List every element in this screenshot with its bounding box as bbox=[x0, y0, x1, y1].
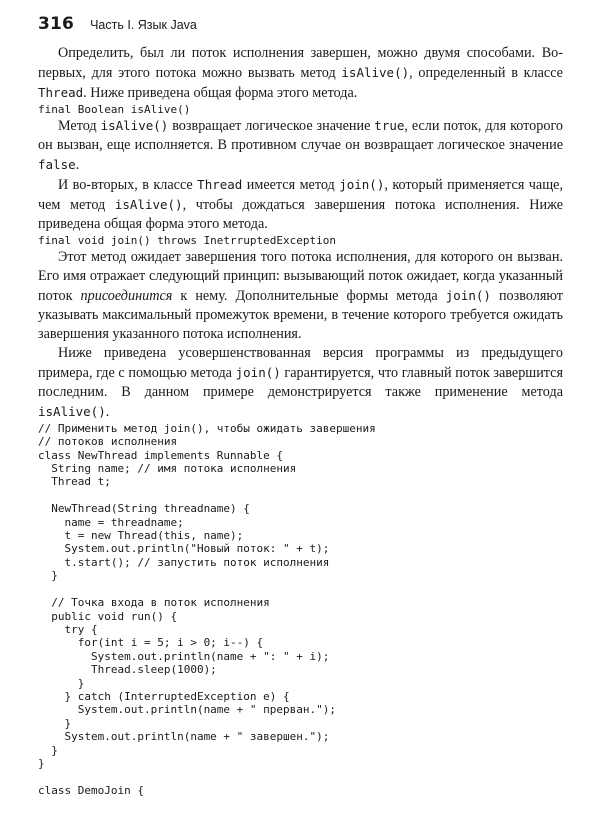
text: к нему. Дополнительные формы метода bbox=[172, 287, 446, 304]
running-head: Часть I. Язык Java bbox=[90, 18, 197, 32]
paragraph-join-intro bbox=[38, 175, 563, 234]
inline-code: Thread bbox=[38, 85, 84, 100]
text: гарантируется, что главный поток завершится последним. В данном примере демонстрируется также применение метода bbox=[38, 364, 564, 400]
inline-code: join() bbox=[339, 177, 385, 193]
text: , если поток, для которого он вызван, еще исполняется. В противном случае он возвращает логическое значение bbox=[38, 118, 564, 154]
text: Ниже приведена усовершенствованная версия программы из предыдущего примера, где с помощью метода bbox=[38, 344, 563, 381]
text: Определить, был ли поток исполнения завершен, можно двумя способами. Во-первых, для этого потока можно вызвать метод bbox=[38, 45, 563, 81]
text: . bbox=[75, 157, 80, 174]
inline-code: join() bbox=[235, 364, 281, 380]
inline-code: isAlive() bbox=[341, 65, 410, 80]
inline-code: Thread bbox=[197, 177, 243, 193]
paragraph-join-description bbox=[38, 248, 563, 344]
text: , определенный в классе bbox=[409, 65, 563, 81]
text: И во-вторых, в классе bbox=[58, 177, 198, 194]
inline-code: join() bbox=[445, 287, 491, 303]
text: . Ниже приведена общая форма этого метода. bbox=[83, 85, 358, 101]
text: Этот метод ожидает завершения того потока исполнения, для которого он вызван. Его имя отражает следующий принцип: вызывающий поток ожидает, когда указанный поток bbox=[38, 248, 563, 304]
inline-code: isAlive() bbox=[114, 197, 183, 213]
inline-code: isAlive() bbox=[100, 118, 169, 134]
text: , чтобы дождаться завершения потока исполнения. Ниже приведена общая форма этого метода. bbox=[38, 197, 563, 233]
page-header bbox=[38, 14, 197, 38]
signature-join: final void join() throws InetrruptedException bbox=[38, 234, 337, 248]
inline-code: isAlive() bbox=[38, 403, 106, 419]
emphasis: присоединится bbox=[80, 287, 173, 304]
paragraph-example-intro bbox=[38, 344, 563, 422]
text: Метод bbox=[58, 118, 101, 135]
code-listing: // Применить метод join(), чтобы ожидать завершения // потоков исполнения class NewThread implements Runnable { String name; // имя потока исполнения Thread t; NewThread(String threadname) { name = threadname; t = new Thread(this, name); System.out.println("Новый поток: " + t); t.start(); // запустить поток исполнения } // Точка входа в поток исполнения public void run() { try { for(int i = 5; i > 0; i--) { System.out.println(name + ": " + i); Thread.sleep(1000); } } catch (InterruptedException e) { System.out.println(name + " прерван."); } System.out.println(name + " завершен."); } } class DemoJoin { bbox=[38, 421, 376, 797]
text: возвращает логическое значение bbox=[168, 118, 375, 135]
inline-code: false bbox=[38, 157, 76, 173]
text: , который применяется чаще, чем метод bbox=[38, 177, 563, 214]
paragraph-isalive-return bbox=[38, 116, 563, 175]
paragraph-isalive-intro bbox=[38, 44, 563, 103]
page-content bbox=[38, 44, 563, 797]
text: . bbox=[105, 403, 110, 420]
page-number: 316 bbox=[38, 14, 75, 34]
text: имеется метод bbox=[242, 177, 340, 194]
inline-code: true bbox=[374, 118, 405, 134]
signature-isalive: final Boolean isAlive() bbox=[38, 103, 191, 116]
text: позволяют указывать максимальный промежуток времени, в течение которого требуется ожидать завершения указанного потока исполнения. bbox=[38, 287, 563, 342]
